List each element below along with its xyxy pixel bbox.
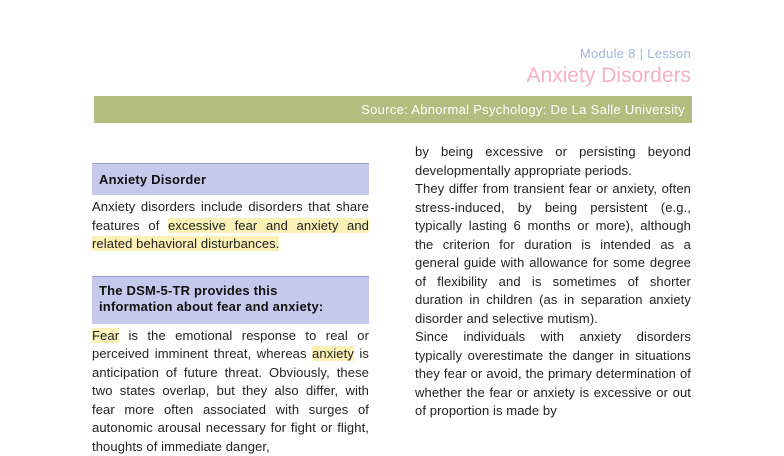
section-heading-dsm	[92, 276, 369, 324]
dsm-heading-line-1: The DSM-5-TR provides this	[99, 283, 362, 299]
fear-anxiety-paragraph	[92, 327, 369, 456]
left-column	[92, 163, 369, 456]
highlighted-fear: Fear	[92, 328, 119, 343]
section-heading-text: Anxiety Disorder	[99, 172, 206, 187]
highlighted-definition: excessive fear and anxiety and related behavioral disturbances.	[92, 218, 369, 252]
source-banner	[94, 96, 692, 123]
dsm-heading-line-2: information about fear and anxiety:	[99, 299, 362, 315]
right-column	[415, 143, 691, 421]
paragraph-persisting: by being excessive or persisting beyond developmentally appropriate periods.	[415, 143, 691, 180]
highlighted-anxiety: anxiety	[312, 346, 354, 361]
anxiety-disorder-definition	[92, 198, 369, 254]
module-label: Module 8 | Lesson	[580, 46, 691, 61]
source-text: Source: Abnormal Psychology: De La Salle University	[361, 102, 685, 117]
fear-text-b: is anticipation of future threat. Obviously, these two states overlap, but they also differ, with fear more often associated with surges of autonomic arousal necessary for fight or flight, thoughts of immediate danger,	[92, 346, 369, 454]
paragraph-overestimate: Since individuals with anxiety disorders typically overestimate the danger in situations they fear or avoid, the primary determination of whether the fear or anxiety is excessive or out of proportion is made by	[415, 328, 691, 421]
lesson-title: Anxiety Disorders	[526, 64, 691, 88]
paragraph-duration: They differ from transient fear or anxiety, often stress-induced, by being persistent (e.g., typically lasting 6 months or more), although the criterion for duration is intended as a general guide with allowance for some degree of flexibility and is sometimes of shorter duration in children (as in separation anxiety disorder and selective mutism).	[415, 180, 691, 328]
section-heading-anxiety-disorder	[92, 163, 369, 195]
fear-text-a: is the emotional response to real or perceived imminent threat, whereas	[92, 328, 369, 362]
definition-text: Anxiety disorders include disorders that share features of	[92, 199, 369, 233]
